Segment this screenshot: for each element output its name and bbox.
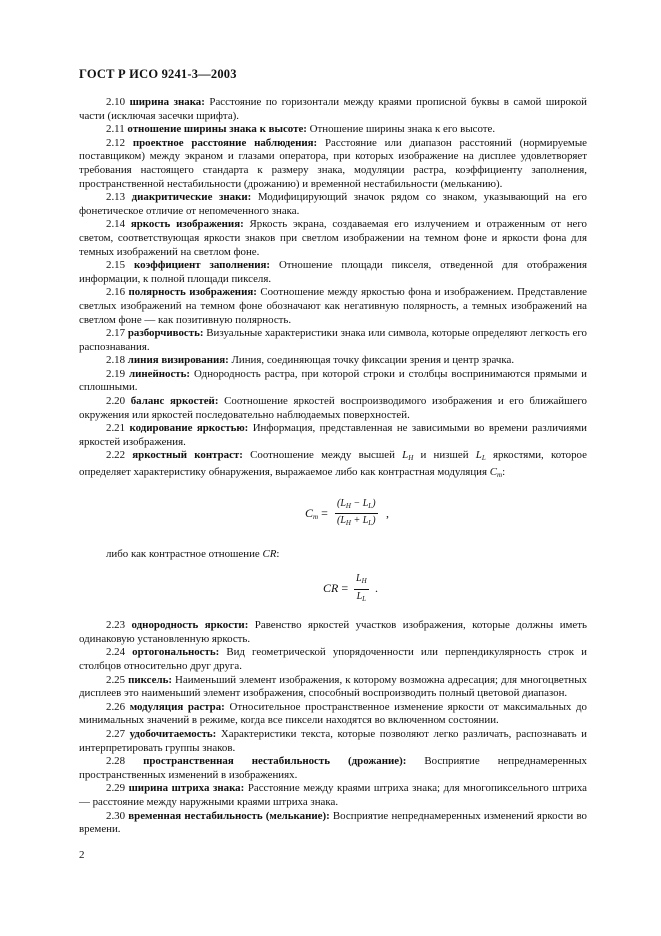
definition-2-25 <box>79 674 587 701</box>
definition-2-17 <box>79 327 587 354</box>
definition-2-24 <box>79 646 587 673</box>
definition-text: Линия, соединяющая точку фиксации зрения и центр зрачка. <box>231 354 515 367</box>
definition-term: пиксель: <box>128 673 172 686</box>
formula-intro: либо как контрастное отношение CR: <box>106 547 280 560</box>
formula-fraction: $\frac{L_H}{L_L}$ <box>356 573 367 603</box>
definition-number: 2.18 <box>106 354 126 367</box>
definition-number: 2.10 <box>106 96 126 108</box>
definition-term: кодирование яркостью: <box>129 422 249 435</box>
definition-term: ортогональность: <box>132 646 220 659</box>
definition-number: 2.21 <box>106 422 126 435</box>
definition-text: Восприятие непреднамеренных изменений яркости во времени. <box>79 809 587 836</box>
definition-text: Соотношение между яркостью фона и изображением. Представление светлых изображений на темном фоне обозначают как негативную полярность, а темных изображений на светлом фоне — как позитивную полярность. <box>79 286 587 326</box>
definition-text: Отношение ширины знака к его высоте. <box>309 123 496 136</box>
definition-text: Равенство яркостей участков изображения, которые должны иметь одинаковую установленную яркость. <box>79 619 587 645</box>
definition-number: 2.20 <box>106 395 126 408</box>
page-number: 2 <box>79 849 85 861</box>
definition-number: 2.26 <box>106 700 126 713</box>
definition-term: линейность: <box>128 367 191 380</box>
definition-2-14 <box>79 218 587 259</box>
definition-2-16 <box>79 286 587 327</box>
definition-number: 2.19 <box>106 367 126 380</box>
definition-number: 2.11 <box>106 123 125 136</box>
definition-number: 2.27 <box>106 727 126 740</box>
formula-contrast-ratio: CR = $\frac{L_H}{L_L}$ . <box>79 567 587 613</box>
definition-2-12 <box>79 137 587 191</box>
definition-2-13 <box>79 191 587 218</box>
definition-term: временная нестабильность (мелькание): <box>128 809 330 822</box>
definition-text: Расстояние по горизонтали между краями прописной буквы в самой широкой части (исключая засечки шрифта). <box>79 96 588 122</box>
definition-term: однородность яркости: <box>131 619 249 632</box>
definition-text: Отношение площади пикселя, отведенной для отображения информации, к полной площади пикселя. <box>79 259 587 285</box>
definition-term: яркостный контраст: <box>132 449 243 462</box>
definition-number: 2.25 <box>106 673 126 686</box>
definition-text: Информация, представленная не зависимыми во времени различиями яркостей изображения. <box>79 422 587 448</box>
definition-text: Соотношение яркостей воспроизводимого изображения и его ближайшего окружения или яркостей последовательно наблюдаемых поверхностей. <box>79 395 587 421</box>
definition-term: разборчивость: <box>127 327 204 340</box>
definition-text: Характеристики текста, которые позволяют легко различать, распознавать и интерпретировать группы знаков. <box>79 727 587 754</box>
definition-text: Модифицирующий значок рядом со знаком, указывающий на его фонетическое отличие от непомеченного знака. <box>79 191 587 217</box>
definition-number: 2.12 <box>106 136 126 149</box>
definition-term: коэффициент заполнения: <box>133 259 271 272</box>
definition-2-21 <box>79 422 587 449</box>
formula-fraction: $\frac{(L_H - L_L)}{(L_H + L_L)}$ <box>337 497 376 528</box>
definition-number: 2.13 <box>106 191 126 204</box>
document-body <box>79 96 587 837</box>
definition-term: отношение ширины знака к высоте: <box>127 123 307 136</box>
definition-2-15 <box>79 259 587 286</box>
definition-term: баланс яркостей: <box>130 395 219 408</box>
definition-term: проектное расстояние наблюдения: <box>132 136 318 149</box>
definition-term: ширина знака: <box>129 96 205 108</box>
definition-number: 2.28 <box>106 755 126 768</box>
definition-2-23 <box>79 619 587 646</box>
definition-term: полярность изображения: <box>128 286 257 299</box>
definition-term: линия визирования: <box>127 354 229 367</box>
definition-2-27 <box>79 728 587 755</box>
definition-text: Восприятие непреднамеренных пространственных изменений в изображениях. <box>79 755 587 781</box>
definition-text: Относительное пространственное изменение яркости от максимальных до минимальных значений в режиме, когда все пиксели находятся во включенном состоянии. <box>79 700 587 727</box>
formula-contrast-modulation: $C_m$ = $\frac{(L_H - L_L)}{(L_H + L_L)}$ , <box>79 492 587 542</box>
definitions-list-1 <box>79 96 587 449</box>
definition-number: 2.23 <box>106 619 126 632</box>
definition-text: Однородность растра, при которой строки и столбцы воспринимаются прямыми и сплошными. <box>79 367 587 394</box>
definition-2-11 <box>79 123 587 137</box>
definition-2-10 <box>79 96 587 123</box>
definition-2-30 <box>79 810 587 837</box>
definition-number: 2.15 <box>106 259 126 272</box>
definition-text: Визуальные характеристики знака или символа, которые определяют легкость его распознавания. <box>79 327 587 353</box>
definition-number: 2.14 <box>106 218 126 231</box>
definition-2-18 <box>79 354 587 368</box>
definition-2-20 <box>79 395 587 422</box>
definition-number: 2.16 <box>106 286 126 299</box>
definition-2-26 <box>79 701 587 728</box>
definition-number: 2.29 <box>106 782 126 795</box>
definition-term: модуляция растра: <box>129 700 225 713</box>
document-header: ГОСТ Р ИСО 9241-3—2003 <box>79 67 237 81</box>
definitions-list-2 <box>79 619 587 837</box>
definition-number: 2.24 <box>106 646 126 659</box>
definition-2-22: 2.22 яркостный контраст: Соотношение между высшей $L_H$ и низшей $L_L$ яркостями, которое определяет характеристику обнаружения, выражаемое либо как контрастная модуляция $C_m$: <box>79 449 587 480</box>
definition-2-19 <box>79 368 587 395</box>
definition-text: Расстояние или диапазон расстояний (нормируемые поставщиком) между экраном и глазами оператора, при которых изображение на дисплее удовлетворяет требования настоящего стандарта к размеру знака, модуляции растра, коэффициенту заполнения, пространственной нестабильности (дрожанию) и временной нестабильности (мельканию). <box>79 136 587 190</box>
definition-text: Яркость экрана, создаваемая его излучением и отраженным от него светом, соответствующая яркости знаков при светлом изображении на темном фоне и яркости фона для темных изображений на светлом фоне. <box>79 218 587 258</box>
definition-term: яркость изображения: <box>130 218 244 231</box>
definition-number: 2.30 <box>106 809 126 822</box>
definition-text: Наименьший элемент изображения, к которому возможна адресация; для многоцветных дисплеев это наименьший элемент изображения, способный воспроизводить полный цветовой диапазон. <box>79 673 587 700</box>
definition-term: пространственная нестабильность (дрожание): <box>143 755 407 768</box>
definition-term: ширина штриха знака: <box>128 782 245 795</box>
definition-2-29 <box>79 782 587 809</box>
definition-number: 2.22 <box>106 449 126 462</box>
definition-number: 2.17 <box>106 327 126 340</box>
definition-text: Расстояние между краями штриха знака; для многопиксельного штриха — расстояние между наружными краями штриха знака. <box>79 782 587 808</box>
definition-text: Вид геометрической упорядоченности или перпендикулярность строк и столбцов относительно друг друга. <box>79 646 587 672</box>
definition-term: диакритические знаки: <box>131 191 252 204</box>
definition-term: удобочитаемость: <box>129 727 217 740</box>
definition-2-28 <box>79 755 587 782</box>
